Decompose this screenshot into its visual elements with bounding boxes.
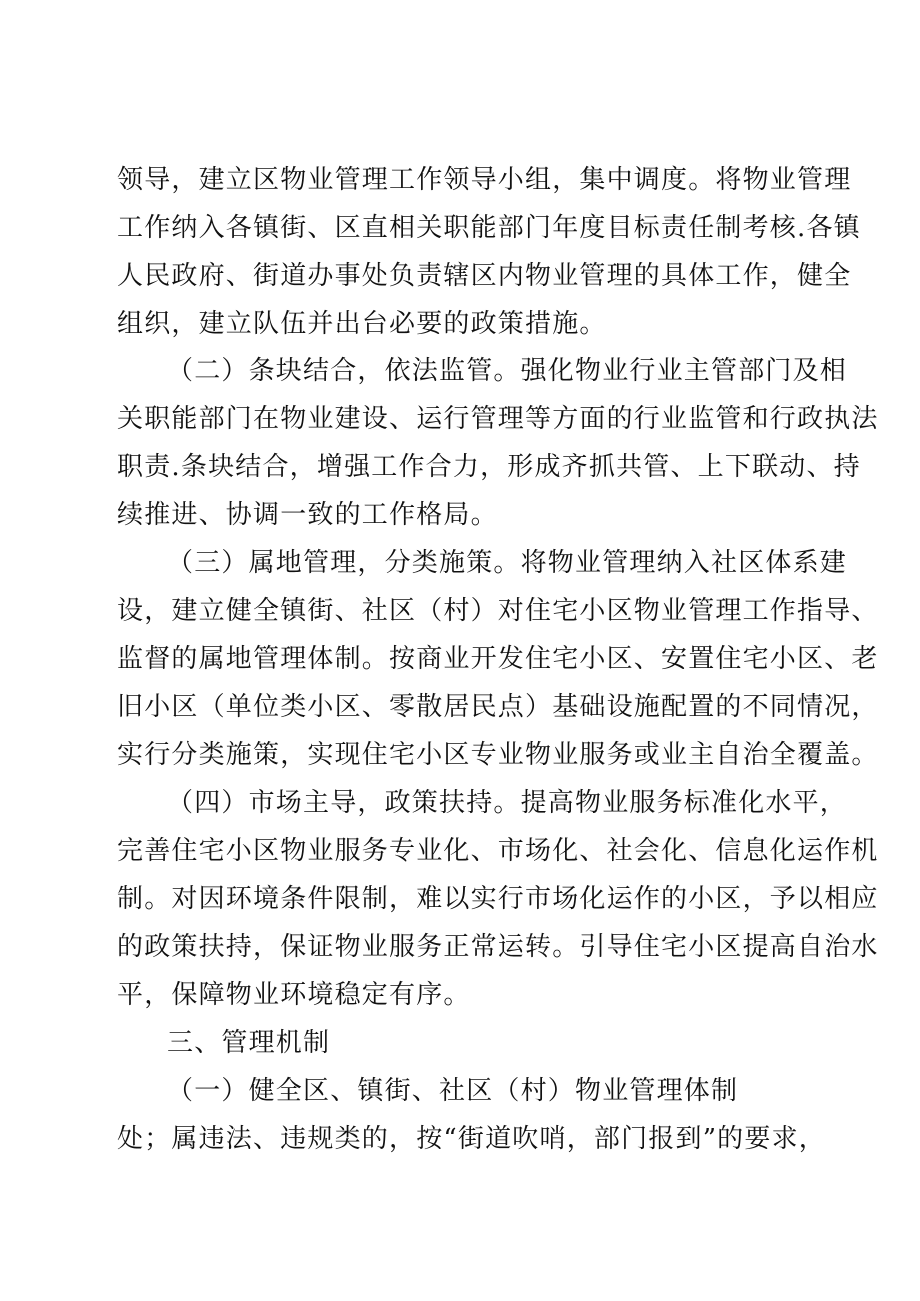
text-line: 处；属违法、违规类的，按“街道吹哨，部门报到”的要求，	[117, 1124, 826, 1154]
paragraph-heading-line: （三）属地管理，分类施策。将物业管理纳入社区体系建	[167, 548, 848, 578]
text-line: 制。对因环境条件限制，难以实行市场化运作的小区，予以相应	[117, 884, 879, 914]
paragraph-heading-line: （四）市场主导，政策扶持。提高物业服务标准化水平，	[167, 788, 848, 818]
text-line: 监督的属地管理体制。按商业开发住宅小区、安置住宅小区、老	[117, 644, 879, 674]
section-heading: 三、管理机制	[167, 1028, 331, 1058]
text-line: 实行分类施策，实现住宅小区专业物业服务或业主自治全覆盖。	[117, 740, 879, 770]
text-line: 平，保障物业环境稳定有序。	[117, 980, 471, 1010]
text-line: 设，建立健全镇街、社区（村）对住宅小区物业管理工作指导、	[117, 596, 879, 626]
text-line: 旧小区（单位类小区、零散居民点）基础设施配置的不同情况，	[117, 692, 879, 722]
text-line: 组织，建立队伍并出台必要的政策措施。	[117, 309, 607, 339]
text-line: 的政策扶持，保证物业服务正常运转。引导住宅小区提高自治水	[117, 932, 879, 962]
text-line: 领导，建立区物业管理工作领导小组，集中调度。将物业管理	[117, 165, 852, 195]
text-line: 完善住宅小区物业服务专业化、市场化、社会化、信息化运作机	[117, 836, 879, 866]
text-line: 续推进、协调一致的工作格局。	[117, 500, 498, 530]
subsection-heading: （一）健全区、镇街、社区（村）物业管理体制	[167, 1076, 739, 1106]
text-line: 人民政府、街道办事处负责辖区内物业管理的具体工作，健全	[117, 261, 852, 291]
text-line: 工作纳入各镇街、区直相关职能部门年度目标责任制考核.各镇	[117, 213, 861, 243]
paragraph-heading-line: （二）条块结合，依法监管。强化物业行业主管部门及相	[167, 356, 848, 386]
text-line: 关职能部门在物业建设、运行管理等方面的行业监管和行政执法	[117, 404, 879, 434]
text-line: 职责.条块结合，增强工作合力，形成齐抓共管、上下联动、持	[117, 452, 861, 482]
